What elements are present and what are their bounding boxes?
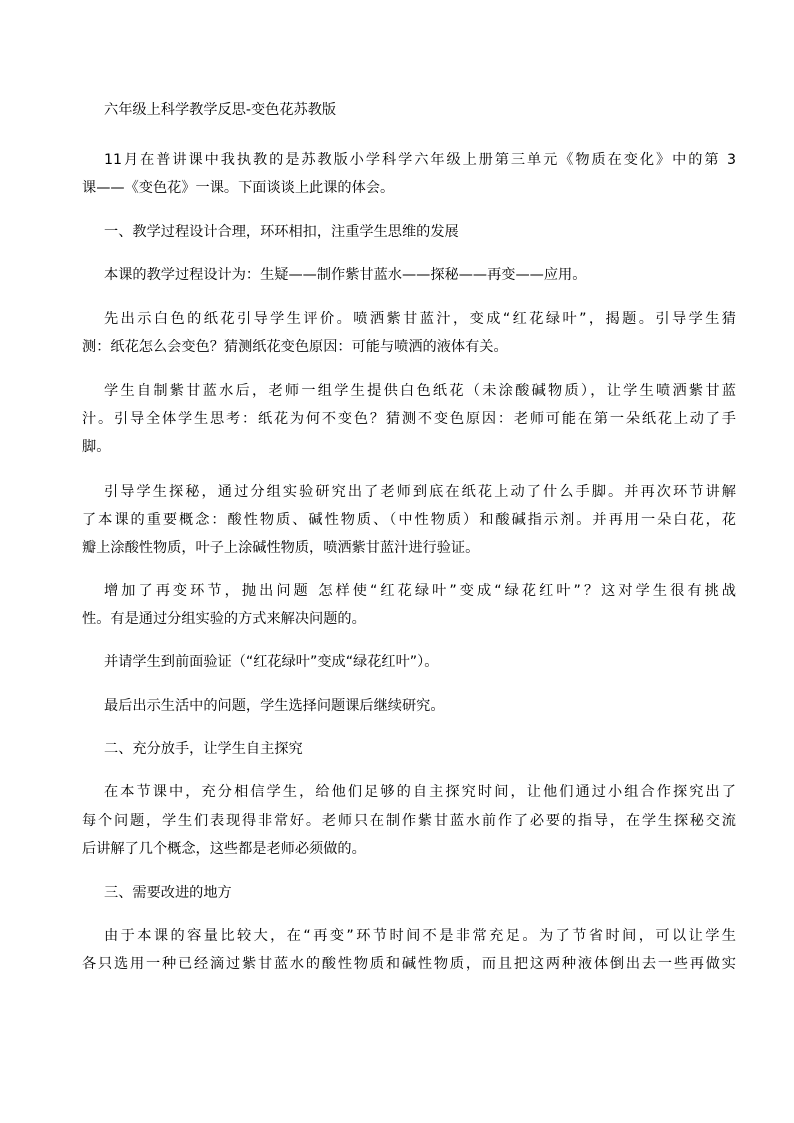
paragraph-13-line-1: 由于本课的容量比较大，在“再变”环节时间不是非常充足。为了节省时间，可以让学生: [104, 928, 736, 944]
paragraph-5-line-3: 脚。: [82, 439, 111, 455]
paragraph-6-line-1: 引导学生探秘，通过分组实验研究出了老师到底在纸花上动了什么手脚。并再次环节讲解: [104, 484, 736, 500]
section-heading-2: 二、充分放手，让学生自主探究: [104, 741, 303, 757]
paragraph-9-line-1: 最后出示生活中的问题，学生选择问题课后继续研究。: [104, 698, 445, 714]
paragraph-13-line-2: 各只选用一种已经滴过紫甘蓝水的酸性物质和碱性物质，而且把这两种液体倒出去一些再做实: [82, 956, 736, 972]
paragraph-5-line-2: 汁。引导全体学生思考：纸花为何不变色？猜测不变色原因：老师可能在第一朵纸花上动了手: [82, 411, 736, 427]
document-title: 六年级上科学教学反思-变色花苏教版: [104, 102, 337, 118]
paragraph-5-line-1: 学生自制紫甘蓝水后，老师一组学生提供白色纸花（未涂酸碱物质），让学生喷洒紫甘蓝: [104, 383, 736, 399]
section-heading-3: 三、需要改进的地方: [104, 885, 232, 901]
paragraph-1-line-2: 课——《变色花》一课。下面谈谈上此课的体会。: [82, 180, 395, 196]
paragraph-8-line-1: 并请学生到前面验证（“红花绿叶”变成“绿花红叶”）。: [104, 654, 439, 670]
paragraph-4-line-2: 测：纸花怎么会变色？猜测纸花变色原因：可能与喷洒的液体有关。: [82, 339, 508, 355]
paragraph-7-line-1: 增加了再变环节，抛出问题 怎样使“红花绿叶”变成“绿花红叶”？这对学生很有挑战: [104, 583, 736, 599]
paragraph-4-line-1: 先出示白色的纸花引导学生评价。喷洒紫甘蓝汁，变成“红花绿叶”，揭题。引导学生猜: [104, 311, 736, 327]
paragraph-6-line-3: 瓣上涂酸性物质，叶子上涂碱性物质，喷洒紫甘蓝汁进行验证。: [82, 540, 480, 556]
paragraph-11-line-1: 在本节课中，充分相信学生，给他们足够的自主探究时间，让他们通过小组合作探究出了: [104, 784, 736, 800]
paragraph-11-line-3: 后讲解了几个概念，这些都是老师必须做的。: [82, 841, 366, 857]
paragraph-11-line-2: 每个问题，学生们表现得非常好。老师只在制作紫甘蓝水前作了必要的指导，在学生探秘交流: [82, 813, 736, 829]
paragraph-1-line-1: 11月在普讲课中我执教的是苏教版小学科学六年级上册第三单元《物质在变化》中的第 3: [104, 152, 736, 168]
paragraph-6-line-2: 了本课的重要概念：酸性物质、碱性物质、（中性物质）和酸碱指示剂。并再用一朵白花，花: [82, 512, 736, 528]
paragraph-3-line-1: 本课的教学过程设计为：生疑——制作紫甘蓝水——探秘——再变——应用。: [104, 267, 587, 283]
section-heading-1: 一、教学过程设计合理，环环相扣，注重学生思维的发展: [104, 224, 459, 240]
paragraph-7-line-2: 性。有是通过分组实验的方式来解决问题的。: [82, 611, 366, 627]
